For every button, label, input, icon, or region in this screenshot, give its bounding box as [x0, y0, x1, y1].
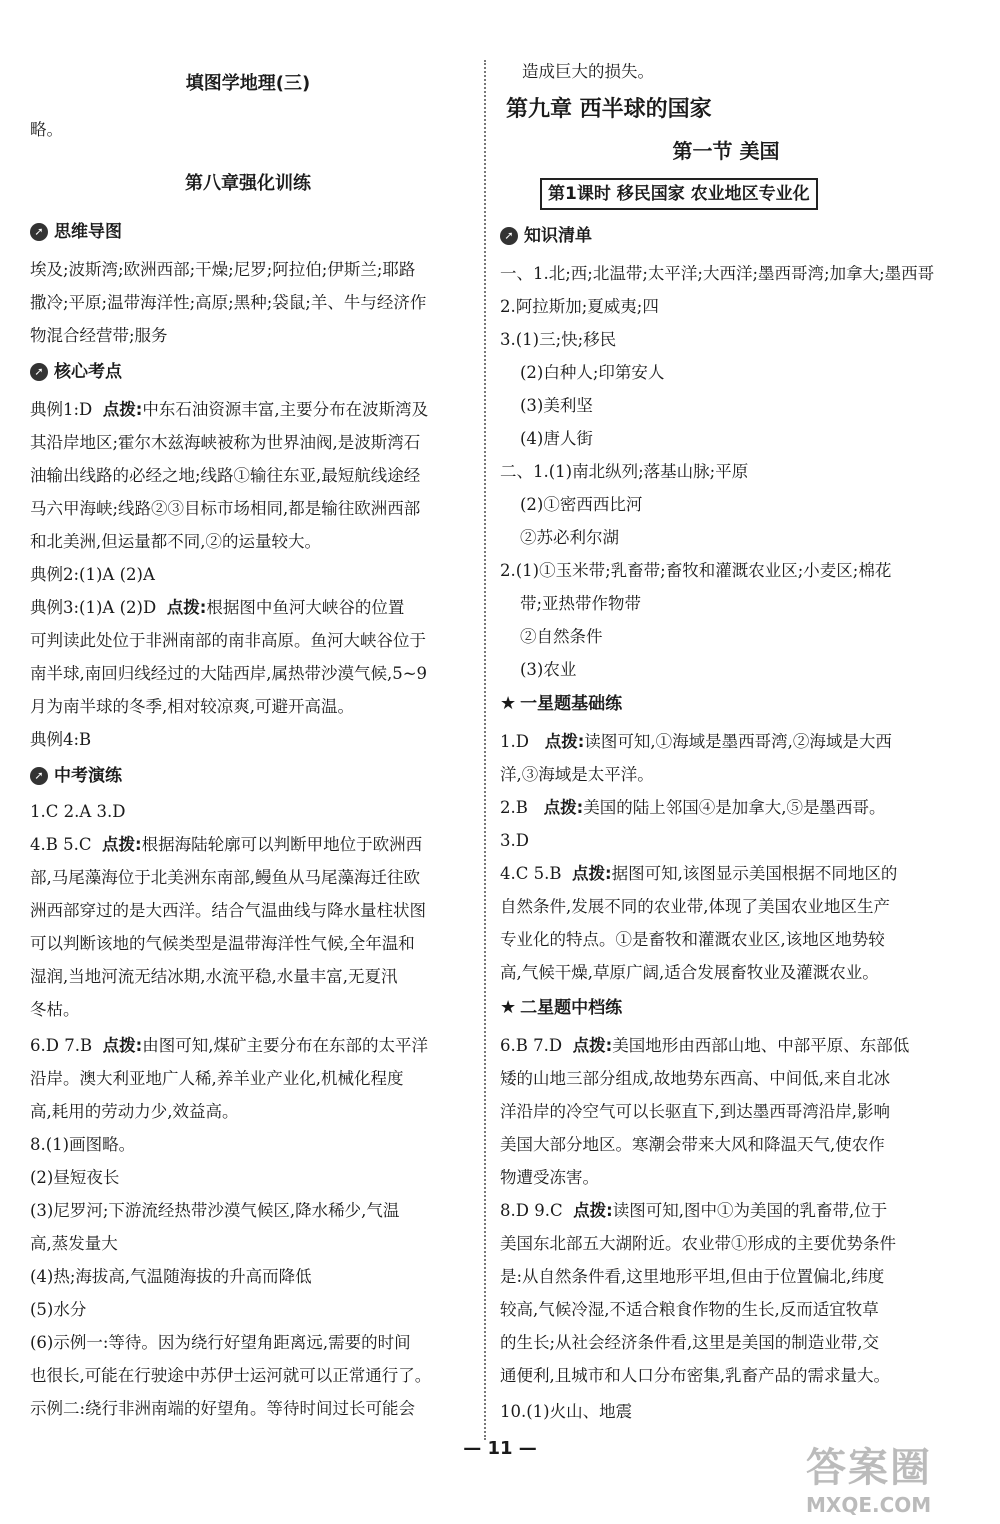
- example-3-first-line: 典例3:(1)A (2)D 点拨:根据图中鱼河大峡谷的位置: [30, 598, 405, 617]
- column-divider: [484, 60, 486, 1440]
- text-line: (3)农业: [520, 660, 577, 679]
- text-line: (6)示例一:等待。因为绕行好望角距离远,需要的时间: [30, 1333, 411, 1352]
- text-line: 洲西部穿过的是大西洋。结合气温曲线与降水量柱状图: [30, 901, 426, 920]
- text-line: 洋,③海域是太平洋。: [500, 765, 654, 784]
- continued-text: 造成巨大的损失。: [522, 62, 654, 81]
- watermark-text: 答案圈: [806, 1445, 932, 1491]
- section-two-star: [500, 996, 622, 1020]
- text-line: 矮的山地三部分组成,故地势东西高、中间低,来自北冰: [500, 1069, 890, 1088]
- text-line: 较高,气候冷湿,不适合粮食作物的生长,反而适宜牧草: [500, 1300, 879, 1319]
- answers-1-3: 1.C 2.A 3.D: [30, 802, 126, 821]
- text-line: 物混合经营带;服务: [30, 326, 168, 345]
- text-line: 洋沿岸的冷空气可以长驱直下,到达墨西哥湾沿岸,影响: [500, 1102, 890, 1121]
- answer-3: 3.D: [500, 831, 529, 850]
- text-line: 带;亚热带作物带: [520, 594, 642, 613]
- text-line: 高,耗用的劳动力少,效益高。: [30, 1102, 239, 1121]
- star-icon: ★: [500, 997, 517, 1018]
- text-line: 一、1.北;西;北温带;太平洋;大西洋;墨西哥湾;加拿大;墨西哥: [500, 264, 935, 283]
- text-line: (3)美利坚: [520, 396, 593, 415]
- text-line: 二、1.(1)南北纵列;落基山脉;平原: [500, 462, 749, 481]
- text-line: 月为南半球的冬季,相对较凉爽,可避开高温。: [30, 697, 354, 716]
- text-line: 湿润,当地河流无结冰期,水流平稳,水量丰富,无夏汛: [30, 967, 398, 986]
- text-line: 自然条件,发展不同的农业带,体现了美国农业地区生产: [500, 897, 890, 916]
- example-4: 典例4:B: [30, 730, 92, 749]
- example-1-first-line: 典例1:D 点拨:中东石油资源丰富,主要分布在波斯湾及: [30, 400, 429, 419]
- text-line: 可判读此处位于非洲南部的南非高原。鱼河大峡谷位于: [30, 631, 426, 650]
- answer-10: 10.(1)火山、地震: [500, 1402, 633, 1421]
- page-number: — 11 —: [463, 1438, 537, 1459]
- text-line: (2)①密西西比河: [520, 495, 643, 514]
- arrow-circle-icon: ➚: [30, 223, 48, 241]
- text-line: 油输出线路的必经之地;线路①输往东亚,最短航线途经: [30, 466, 421, 485]
- answer-6-7-first-line: 6.D 7.B 点拨:由图可知,煤矿主要分布在东部的太平洋: [30, 1036, 428, 1055]
- example-2: 典例2:(1)A (2)A: [30, 565, 155, 584]
- text-line: (4)唐人街: [520, 429, 593, 448]
- text-line: 和北美洲,但运量都不同,②的运量较大。: [30, 532, 321, 551]
- answer-8-9-first-line: 8.D 9.C 点拨:读图可知,图中①为美国的乳畜带,位于: [500, 1201, 888, 1220]
- text-line: 2.(1)①玉米带;乳畜带;畜牧和灌溉农业区;小麦区;棉花: [500, 561, 892, 580]
- text-line: 沿岸。澳大利亚地广人稀,养羊业产业化,机械化程度: [30, 1069, 404, 1088]
- text-line: 埃及;波斯湾;欧洲西部;干燥;尼罗;阿拉伯;伊斯兰;耶路: [30, 260, 416, 279]
- section-label: 一星题基础练: [520, 694, 623, 714]
- answer-6-7-first-line: 6.B 7.D 点拨:美国地形由西部山地、中部平原、东部低: [500, 1036, 910, 1055]
- section-label: 中考演练: [54, 766, 122, 786]
- answer-2: 2.B 点拨:美国的陆上邻国④是加拿大,⑤是墨西哥。: [500, 798, 886, 817]
- chapter-title: 第九章 西半球的国家: [506, 97, 712, 122]
- text-line: 8.(1)画图略。: [30, 1135, 136, 1154]
- watermark: [806, 1436, 986, 1516]
- text-line: 冬枯。: [30, 1000, 80, 1019]
- text-line: 美国东北部五大湖附近。农业带①形成的主要优势条件: [500, 1234, 896, 1253]
- text-line: (2)昼短夜长: [30, 1168, 120, 1187]
- worksheet-title: 填图学地理(三): [185, 73, 311, 94]
- arrow-circle-icon: ➚: [30, 363, 48, 381]
- text-line: 高,气候干燥,草原广阔,适合发展畜牧业及灌溉农业。: [500, 963, 879, 982]
- text-line: (4)热;海拔高,气温随海拔的升高而降低: [30, 1267, 312, 1286]
- section-knowledge-list: [500, 224, 592, 248]
- text-line: 马六甲海峡;线路②③目标市场相同,都是输往欧洲西部: [30, 499, 421, 518]
- text-line: 部,马尾藻海位于北美洲东南部,鳗鱼从马尾藻海迁往欧: [30, 868, 420, 887]
- section-core-points: [30, 360, 122, 384]
- watermark-url: MXQE.COM: [806, 1493, 932, 1517]
- text-line: (5)水分: [30, 1300, 87, 1319]
- text-line: 美国大部分地区。寒潮会带来大风和降温天气,使农作: [500, 1135, 885, 1154]
- text-line: 是:从自然条件看,这里地形平坦,但由于位置偏北,纬度: [500, 1267, 885, 1286]
- arrow-circle-icon: ➚: [30, 767, 48, 785]
- answer-4-5-first-line: 4.B 5.C 点拨:根据海陆轮廓可以判断甲地位于欧洲西: [30, 835, 423, 854]
- text-line: 撒冷;平原;温带海洋性;高原;黑种;袋鼠;羊、牛与经济作: [30, 293, 427, 312]
- omit-note: 略。: [30, 120, 63, 139]
- text-line: 高,蒸发量大: [30, 1234, 118, 1253]
- section-title: 第一节 美国: [672, 139, 780, 163]
- text-line: 物遭受冻害。: [500, 1168, 599, 1187]
- star-icon: ★: [500, 693, 517, 714]
- lesson-title: 第1课时 移民国家 农业地区专业化: [540, 178, 818, 210]
- text-line: 2.阿拉斯加;夏威夷;四: [500, 297, 659, 316]
- text-line: ②苏必利尔湖: [520, 528, 619, 547]
- text-line: 南半球,南回归线经过的大陆西岸,属热带沙漠气候,5~9: [30, 664, 428, 683]
- section-mindmap: [30, 220, 122, 244]
- text-line: 专业化的特点。①是畜牧和灌溉农业区,该地区地势较: [500, 930, 885, 949]
- text-line: (2)白种人;印第安人: [520, 363, 665, 382]
- arrow-circle-icon: ➚: [500, 227, 518, 245]
- section-label: 知识清单: [524, 226, 592, 246]
- section-label: 核心考点: [54, 362, 122, 382]
- text-line: ②自然条件: [520, 627, 603, 646]
- text-line: 可以判断该地的气候类型是温带海洋性气候,全年温和: [30, 934, 415, 953]
- answer-1-first-line: 1.D 点拨:读图可知,①海域是墨西哥湾,②海域是大西: [500, 732, 892, 751]
- text-line: 示例二:绕行非洲南端的好望角。等待时间过长可能会: [30, 1399, 416, 1418]
- section-one-star: [500, 692, 622, 716]
- chapter-review-title: 第八章强化训练: [185, 173, 311, 194]
- text-line: 通便利,且城市和人口分布密集,乳畜产品的需求量大。: [500, 1366, 890, 1385]
- answer-4-5-first-line: 4.C 5.B 点拨:据图可知,该图显示美国根据不同地区的: [500, 864, 898, 883]
- text-line: 也很长,可能在行驶途中苏伊士运河就可以正常通行了。: [30, 1366, 432, 1385]
- section-label: 思维导图: [54, 222, 122, 242]
- text-line: (3)尼罗河;下游流经热带沙漠气候区,降水稀少,气温: [30, 1201, 400, 1220]
- text-line: 3.(1)三;快;移民: [500, 330, 617, 349]
- section-exam-practice: [30, 764, 122, 788]
- text-line: 的生长;从社会经济条件看,这里是美国的制造业带,交: [500, 1333, 880, 1352]
- text-line: 其沿岸地区;霍尔木兹海峡被称为世界油阀,是波斯湾石: [30, 433, 421, 452]
- section-label: 二星题中档练: [520, 998, 623, 1018]
